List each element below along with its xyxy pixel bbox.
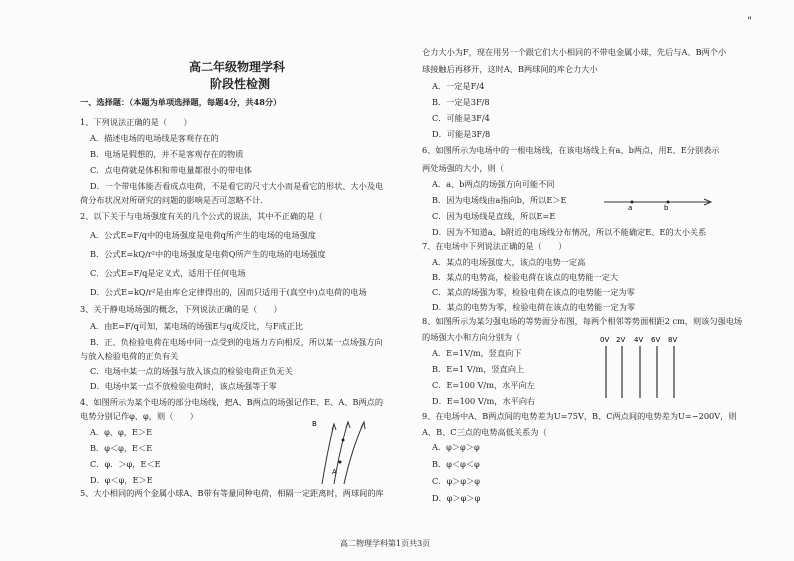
label-b: B xyxy=(312,420,317,428)
q5-option-c: C．可能是3F/4 xyxy=(432,113,490,123)
q6-option-b: B．因为电场线由a指向b，所以E＞E xyxy=(432,195,567,205)
q9-option-a: A．φ＞φ＞φ xyxy=(432,442,480,452)
q3-option-b-cont: 与放入检验电荷的正负有关 xyxy=(80,351,179,361)
q2-option-d: D．公式E=kQ/r²是由库仑定律得出的，因而只适用于(真空中)点电荷的电场 xyxy=(90,287,367,297)
left-column xyxy=(72,0,402,561)
q4-stem-cont: 电势分别记作φ、φ，则（ ） xyxy=(80,411,198,421)
q9-stem: 9、在电场中A、B两点间的电势差为U=75V，B、C两点间的电势差为U=−200V，则 xyxy=(422,411,737,421)
label-2v: 2V xyxy=(616,336,626,344)
field-line-3 xyxy=(344,422,364,484)
q9-option-d: D．φ＞φ＞φ xyxy=(432,493,481,503)
q6-option-d: D．因为不知道a、b附近的电场线分布情况，所以不能确定E、E的大小关系 xyxy=(432,227,707,237)
right-column xyxy=(414,0,759,561)
q6-stem: 6、如图所示为电场中的一根电场线，在该电场线上有a、b两点，用E、E分别表示 xyxy=(422,145,720,155)
arrow-head-2 xyxy=(346,422,350,428)
exam-subtitle: 阶段性检测 xyxy=(210,77,271,91)
q8-stem: 8、如图所示为某匀强电场的等势面分布图，每两个相邻等势面相距2 cm，则该匀强电场 xyxy=(422,316,743,326)
q9-option-b: B．φ＜φ＜φ xyxy=(432,459,480,469)
page-footer: 高二物理学科第1页共3页 xyxy=(340,539,431,548)
q2-option-a: A．公式E=F/q中的电场强度是电荷q所产生的电场的电场强度 xyxy=(90,230,316,240)
q8-option-d: D．E=100 V/m，水平向右 xyxy=(432,396,536,406)
q4-option-d: D．φ＜φ，E＞E xyxy=(90,475,153,485)
q5-option-d: D．可能是3F/8 xyxy=(432,129,491,139)
q6-option-a: A．a、b两点的场强方向可能不同 xyxy=(432,179,555,189)
q7-option-b: B．某点的电势高，检验电荷在该点的电势能一定大 xyxy=(432,272,619,282)
q4-stem: 4、如图所示为某个电场的部分电场线，把A、B两点的场强记作E、E、A、B两点的 xyxy=(80,397,384,407)
q5-option-a: A．一定是F/4 xyxy=(432,81,485,91)
q3-option-d: D．电场中某一点不放检验电荷时，该点场强等于零 xyxy=(90,381,277,391)
q3-option-a: A．由E=F/q可知，某电场的场强E与q成反比，与F成正比 xyxy=(90,321,304,331)
q1-option-d: D．一个带电体能否看成点电荷，不是看它的尺寸大小而是看它的形状、大小及电 xyxy=(90,181,384,191)
q3-option-b: B．正、负检验电荷在电场中同一点受到的电场力方向相反，所以某一点场强方向 xyxy=(90,337,383,347)
q8-option-a: A．E=1V/m，竖直向下 xyxy=(432,348,522,358)
section-heading: 一、选择题：（本题为单项选择题，每题4分，共48分） xyxy=(80,97,282,107)
q2-option-c: C．公式E=F/q是定义式，适用于任何电场 xyxy=(90,268,246,278)
q5-stem: 5、大小相同的两个金属小球A、B带有等量同种电荷，相隔一定距离时，两球间的库 xyxy=(80,488,384,498)
q9-stem-cont: A、B、C三点的电势高低关系为（ xyxy=(422,427,547,437)
q2-option-b: B．公式E=kQ/r²中的电场强度是电荷Q所产生的电场的电场强度 xyxy=(90,249,326,259)
q6-field-line-figure xyxy=(604,194,714,210)
corner-mark: " xyxy=(747,16,752,27)
q4-option-a: A．φ、φ，E＞E xyxy=(90,427,153,437)
point-b xyxy=(342,439,345,442)
arrow-head-1 xyxy=(332,424,336,430)
q7-option-c: C．某点的场强为零，检验电荷在该点的电势能一定为零 xyxy=(432,287,635,297)
q6-stem-cont: 两处场强的大小，则（ xyxy=(422,163,504,173)
q8-equipotential-figure xyxy=(600,334,690,404)
label-8v: 8V xyxy=(668,336,678,344)
q7-stem: 7、在电场中下列说法正确的是（ ） xyxy=(422,241,567,251)
point-a xyxy=(339,461,342,464)
q9-option-c: C．φ＞φ＞φ xyxy=(432,476,481,486)
q3-option-c: C．电场中某一点的场强与放入该点的检验电荷正负无关 xyxy=(90,366,293,376)
q5-stem-cont-2: 球接触后再移开，这时A、B两球间的库仑力大小 xyxy=(422,64,598,74)
q3-stem: 3、关于静电场场强的概念，下列说法正确的是（ ） xyxy=(80,304,282,314)
q4-option-b: B．φ＜φ，E＜E xyxy=(90,443,153,453)
label-6v: 6V xyxy=(651,336,661,344)
label-a: A xyxy=(332,468,337,476)
q1-stem: 1、下列说法正确的是（ ） xyxy=(80,117,192,127)
q1-option-d-cont: 荷分布状况对所研究的问题的影响是否可忽略不计． xyxy=(80,195,269,205)
q1-option-a: A．描述电场的电场线是客观存在的 xyxy=(90,133,219,143)
q1-option-b: B．电场是假想的，并不是客观存在的物质 xyxy=(90,149,244,159)
q8-stem-cont: 的场强大小和方向分别为（ xyxy=(422,332,521,342)
q1-option-c: C．点电荷就是体积和带电量都很小的带电体 xyxy=(90,165,252,175)
exam-title: 高二年级物理学科 xyxy=(189,60,286,74)
q7-option-d: D．某点的电势为零，检验电荷在该点的电势能一定为零 xyxy=(432,302,636,312)
label-4v: 4V xyxy=(634,336,644,344)
q8-option-b: B．E=1 V/m，竖直向上 xyxy=(432,364,525,374)
q6-option-c: C．因为电场线是直线，所以E=E xyxy=(432,211,556,221)
label-0v: 0V xyxy=(600,336,610,344)
q5-option-b: B．一定是3F/8 xyxy=(432,97,490,107)
label-a: a xyxy=(628,204,633,212)
q7-option-a: A．某点的电场强度大，该点的电势一定高 xyxy=(432,257,586,267)
q5-stem-cont-1: 仑力大小为F，现在用另一个跟它们大小相同的不带电金属小球，先后与A、B两个小 xyxy=(422,47,727,57)
q4-option-c: C．φ．＞φ，E＜E xyxy=(90,459,161,469)
label-b: b xyxy=(664,204,669,212)
q8-option-c: C．E=100 V/m，水平向左 xyxy=(432,380,535,390)
q2-stem: 2、以下关于与电场强度有关的几个公式的说法，其中不正确的是（ xyxy=(80,211,323,221)
q4-field-lines-figure xyxy=(312,418,372,488)
